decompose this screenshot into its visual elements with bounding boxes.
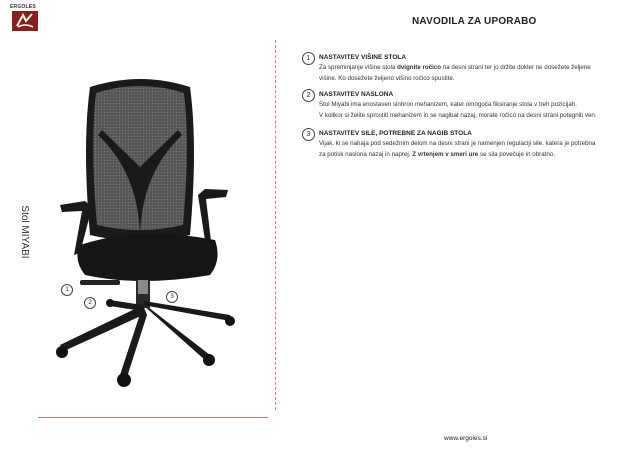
callout-2: 2 [84,297,96,309]
section-number: 2 [302,89,315,102]
section-number: 1 [302,52,315,65]
product-side-title: Stol MIYABI [19,205,30,259]
section-backrest [302,90,632,121]
section-body: Stol Miyabi ima enostaven sinhron mehanizem, kater omogoča fiksiranje stola v treh pozicijah. V kolikor si želite sprostiti mehanizem in se nagibat nazaj, morate ročico na desni strani potegniti ven. [319,101,597,119]
section-heading: NASTAVITEV VIŠINE STOLA [319,54,407,61]
section-body: Za spreminjanje višine stola dvignite ročico na desni strani ter jo držite dokler ne dosežete željene višine. Ko dosežete željeno višino ročico spustite. [319,64,591,82]
section-body: Vijak, ki se nahaja pod sedežnim delom na desni strani je namenjen regulaciji sile, katera je potrebna za potisk naslona nazaj in naprej. Z vrtenjem v smeri ure se sila povečuje in obratno. [319,140,596,158]
page-divider [275,40,276,410]
callout-3: 3 [166,291,178,303]
section-height [302,53,632,84]
bottom-rule [38,417,268,418]
section-number: 3 [302,128,315,141]
website-link[interactable]: www.ergoles.si [444,435,488,442]
document-title: NAVODILA ZA UPORABO [412,16,537,27]
logo-mark-icon [12,11,38,31]
callout-1: 1 [61,284,73,296]
section-heading: NASTAVITEV NASLONA [319,91,394,98]
section-heading: NASTAVITEV SILE, POTREBNE ZA NAGIB STOLA [319,130,472,137]
brand-logo [10,4,52,32]
section-tilt-force [302,129,632,160]
chair-illustration [40,75,250,395]
logo-text: ERGOLES [10,4,36,10]
